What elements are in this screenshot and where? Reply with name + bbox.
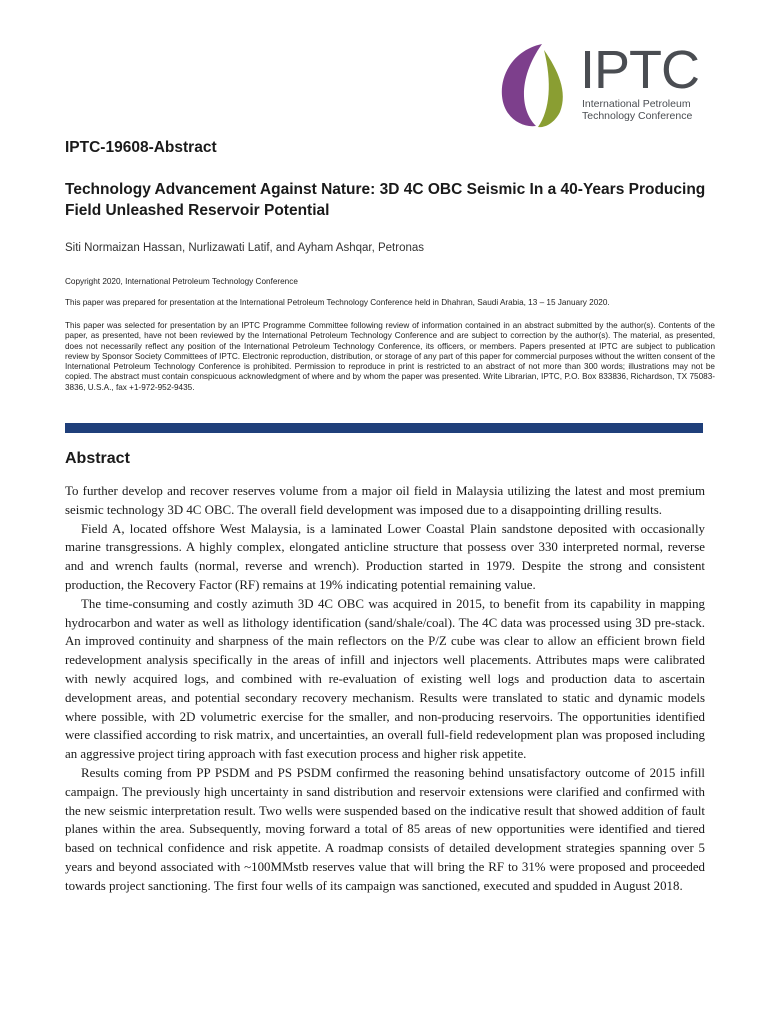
abstract-paragraph-3: The time-consuming and costly azimuth 3D 4C OBC was acquired in 2015, to benefit from its capability in mapping hydrocarbon and water as well as lithology identification (sand/shale/coal). The 4C data was processed using 3D pre-stack. An improved continuity and sharpness of the main reflectors on the P/Z cube was clear to allow an efficient brown field redevelopment analysis specifically in the areas of infill and injectors well placements. Attributes maps were calibrated with newly acquired logs, and combined with re-evaluation of existing well logs and production data to ascertain development areas, and potential secondary recovery mechanism. Results were translated to static and dynamic models where possible, with 2D volumetric exercise for the smaller, and non-producing reservoirs. The opportunities identified were classified according to risk matrix, and uncertainties, an overall full-field redevelopment plan was proposed including an aggressive project tiring approach with fast execution process and higher risk appetite.	[65, 596, 705, 762]
logo-subtitle-line1: International Petroleum	[582, 98, 691, 110]
logo-wordmark: IPTC	[580, 40, 700, 100]
logo-subtitle-line2: Technology Conference	[582, 110, 693, 122]
logo-subtitle	[582, 98, 692, 122]
iptc-droplet-icon	[498, 40, 578, 130]
abstract-paragraph-4: Results coming from PP PSDM and PS PSDM confirmed the reasoning behind unsatisfactory outcome of 2015 infill campaign. The previously high uncertainty in sand distribution and reservoir extensions were clarified and confirmed with the new seismic interpretation result. Two wells were suspended based on the indicative result that showed addition of fault planes within the area. Subsequently, moving forward a total of 85 areas of new opportunities were identified and tiered based on technical confidence and risk appetite. A roadmap consists of detailed development strategies spanning over 5 years and beyond associated with ~100MMstb reserves value that will bring the RF to 31% were proposed and proceeded towards project sanctioning. The first four wells of its campaign was sanctioned, executed and spudded in August 2018.	[65, 765, 705, 893]
abstract-paragraph-1: To further develop and recover reserves volume from a major oil field in Malaysia utilizing the latest and most premium seismic technology 3D 4C OBC. The overall field development was imposed due to a disappointing drilling results.	[65, 484, 705, 517]
presentation-note: This paper was prepared for presentation at the International Petroleum Technology Conference held in Dhahran, Saudi Arabia, 13 – 15 January 2020.	[65, 298, 610, 307]
paper-id: IPTC-19608-Abstract	[65, 139, 217, 156]
abstract-paragraph-2: Field A, located offshore West Malaysia, is a laminated Lower Coastal Plain sandstone deposited with occasionally marine transgressions. A highly complex, elongated anticline structure that possess over 330 interpreted normal, reverse and and wrench faults (normal, reverse and wrench). Production started in 1979. Despite the strong and consistent production, the Recovery Factor (RF) remains at 19% indicating potential remaining value.	[65, 521, 705, 592]
iptc-logo	[498, 40, 708, 130]
legal-notice: This paper was selected for presentation by an IPTC Programme Committee following review of information contained in an abstract submitted by the author(s). Contents of the paper, as presented, have not been reviewed by the International Petroleum Technology Conference and are subject to correction by the author(s). The material, as presented, does not necessarily reflect any position of the International Petroleum Technology Conference, its officers, or members. Papers presented at IPTC are subject to publication review by Sponsor Society Committees of IPTC. Electronic reproduction, distribution, or storage of any part of this paper for commercial purposes without the written consent of the International Petroleum Technology Conference is prohibited. Permission to reproduce in print is restricted to an abstract of not more than 300 words; illustrations may not be copied. The abstract must contain conspicuous acknowledgment of where and by whom the paper was presented. Write Librarian, IPTC, P.O. Box 833836, Richardson, TX 75083-3836, U.S.A., fax +1-972-952-9435.	[65, 321, 715, 392]
paper-title: Technology Advancement Against Nature: 3D 4C OBC Seismic In a 40-Years Producing Field Unleashed Reservoir Potential	[65, 181, 706, 219]
copyright-notice: Copyright 2020, International Petroleum Technology Conference	[65, 277, 298, 286]
section-divider	[65, 423, 703, 433]
abstract-body	[65, 482, 705, 896]
paper-authors: Siti Normaizan Hassan, Nurlizawati Latif, and Ayham Ashqar, Petronas	[65, 242, 425, 254]
abstract-heading: Abstract	[65, 450, 130, 467]
